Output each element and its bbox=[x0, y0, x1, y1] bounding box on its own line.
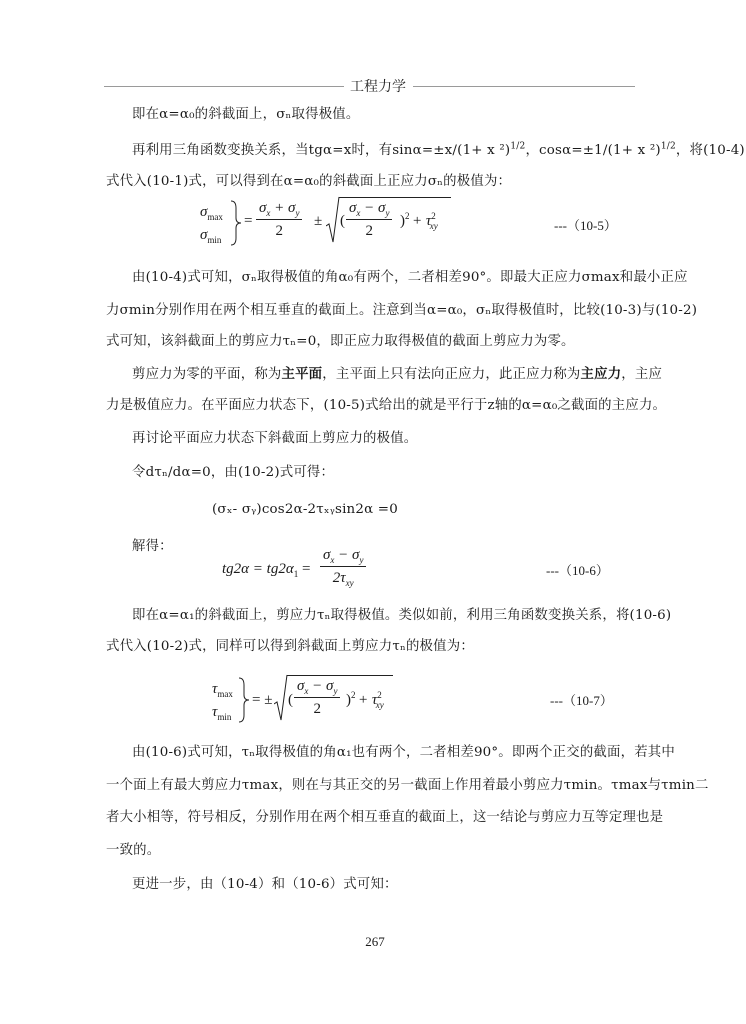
eq7-lhs-max: $\tau_{max}$ bbox=[212, 681, 233, 699]
header-rule-right bbox=[413, 86, 635, 87]
text-line-4: 由(10-4)式可知，σₙ取得极值的角α₀有两个，二者相差90°。即最大正应力σmax和最小正应 bbox=[132, 270, 688, 285]
eq5-radical-bar bbox=[339, 197, 451, 198]
eq5-close-paren: )$^2$ bbox=[400, 211, 410, 229]
text-line-solve: 解得： bbox=[132, 539, 173, 554]
eq7-lhs-min: $\tau_{min}$ bbox=[212, 704, 232, 722]
equation-tag-10-7: ---（10-7） bbox=[550, 693, 613, 708]
equation-tag-10-6: ---（10-6） bbox=[546, 563, 609, 578]
eq7-fraction: $\frac{\sigma_x - \sigma_y}{2}$ bbox=[294, 678, 340, 718]
eq5-brace bbox=[230, 200, 242, 246]
text-line-2: 再利用三角函数变换关系，当tgα=x时，有sinα=±x/(1+ x ²)$^{1/2}$，cosα=±1/(1+ x ²)$^{1/2}$，将(10-4) bbox=[132, 141, 745, 158]
text-line-15: 由(10-6)式可知，τₙ取得极值的角α₁也有两个，二者相差90°。即两个正交的截面，若其中 bbox=[132, 745, 675, 760]
text-line-10: 令dτₙ/dα=0，由(10-2)式可得： bbox=[132, 465, 335, 480]
eq7-radical-sign bbox=[274, 674, 288, 722]
text-line-5: 力σmin分别作用在两个相互垂直的截面上。注意到当α=α₀，σₙ取得极值时，比较(10-3)与(10-2) bbox=[106, 303, 698, 318]
text-line-7: 剪应力为零的平面，称为主平面，主平面上只有法向正应力，此正应力称为主应力，主应 bbox=[132, 366, 663, 382]
eq5-fraction-1: $\frac{\sigma_x + \sigma_y}{2}$ bbox=[256, 200, 302, 240]
equation-10-5 bbox=[200, 196, 460, 248]
eq7-radical-bar bbox=[287, 675, 393, 676]
text-line-18: 一致的。 bbox=[106, 843, 161, 858]
running-header-title: 工程力学 bbox=[350, 79, 406, 95]
term-principal-stress: 主应力 bbox=[580, 366, 622, 382]
eq5-open-paren: ( bbox=[340, 213, 345, 229]
eq5-radical-sign bbox=[326, 196, 340, 244]
text-line-13: 即在α=α₁的斜截面上，剪应力τₙ取得极值。类似如前，利用三角函数变换关系，将(10-6) bbox=[132, 608, 672, 623]
text-line-9: 再讨论平面应力状态下斜截面上剪应力的极值。 bbox=[132, 431, 418, 446]
header-rule-left bbox=[104, 86, 344, 87]
eq7-equals-pm: = ± bbox=[252, 692, 273, 708]
eq5-lhs-min: $\sigma_{min}$ bbox=[200, 227, 222, 245]
eq5-fraction-2: $\frac{\sigma_x - \sigma_y}{2}$ bbox=[346, 200, 392, 240]
eq6-fraction: $\frac{\sigma_x - \sigma_y}{2\tau_{xy}}$ bbox=[320, 547, 366, 587]
equation-tag-10-5: ---（10-5） bbox=[554, 218, 617, 233]
eq7-brace bbox=[238, 677, 250, 723]
text-line-14: 式代入(10-2)式，同样可以得到斜截面上剪应力τₙ的极值为： bbox=[106, 639, 474, 654]
text-line-1: 即在α=α₀的斜截面上，σₙ取得极值。 bbox=[132, 107, 360, 122]
text-line-8: 力是极值应力。在平面应力状态下，(10-5)式给出的就是平行于z轴的α=α₀之截面的主应力。 bbox=[106, 398, 667, 413]
equation-10-6 bbox=[222, 546, 382, 592]
term-principal-plane: 主平面 bbox=[281, 366, 323, 382]
equation-derivative-condition: (σₓ- σᵧ)cos2α-2τₓᵧsin2α =0 bbox=[212, 502, 398, 517]
page-number: 267 bbox=[365, 934, 385, 949]
text-line-16: 一个面上有最大剪应力τmax，则在与其正交的另一截面上作用着最小剪应力τmin。τmax与τmin二 bbox=[106, 778, 709, 793]
eq7-close-paren: )$^2$ bbox=[346, 690, 356, 708]
eq5-tau-term: + $\tau^2_{xy}$ bbox=[412, 211, 438, 231]
eq5-equals: = bbox=[244, 213, 253, 229]
text-line-19: 更进一步，由（10-4）和（10-6）式可知： bbox=[132, 877, 398, 892]
text-line-6: 式可知，该斜截面上的剪应力τₙ=0，即正应力取得极值的截面上剪应力为零。 bbox=[106, 334, 575, 349]
eq7-open-paren: ( bbox=[288, 692, 293, 708]
equation-10-7 bbox=[212, 672, 392, 724]
text-line-3: 式代入(10-1)式，可以得到在α=α₀的斜截面上正应力σₙ的极值为： bbox=[106, 174, 512, 189]
eq5-lhs-max: $\sigma_{max}$ bbox=[200, 204, 223, 222]
eq6-lhs: $tg2\alpha = tg2\alpha_1$ = bbox=[222, 561, 311, 579]
text-line-17: 者大小相等，符号相反，分别作用在两个相互垂直的截面上，这一结论与剪应力互等定理也是 bbox=[106, 810, 664, 825]
eq7-tau-term: + $\tau^2_{xy}$ bbox=[358, 690, 384, 710]
eq5-plus-minus: ± bbox=[314, 213, 323, 229]
